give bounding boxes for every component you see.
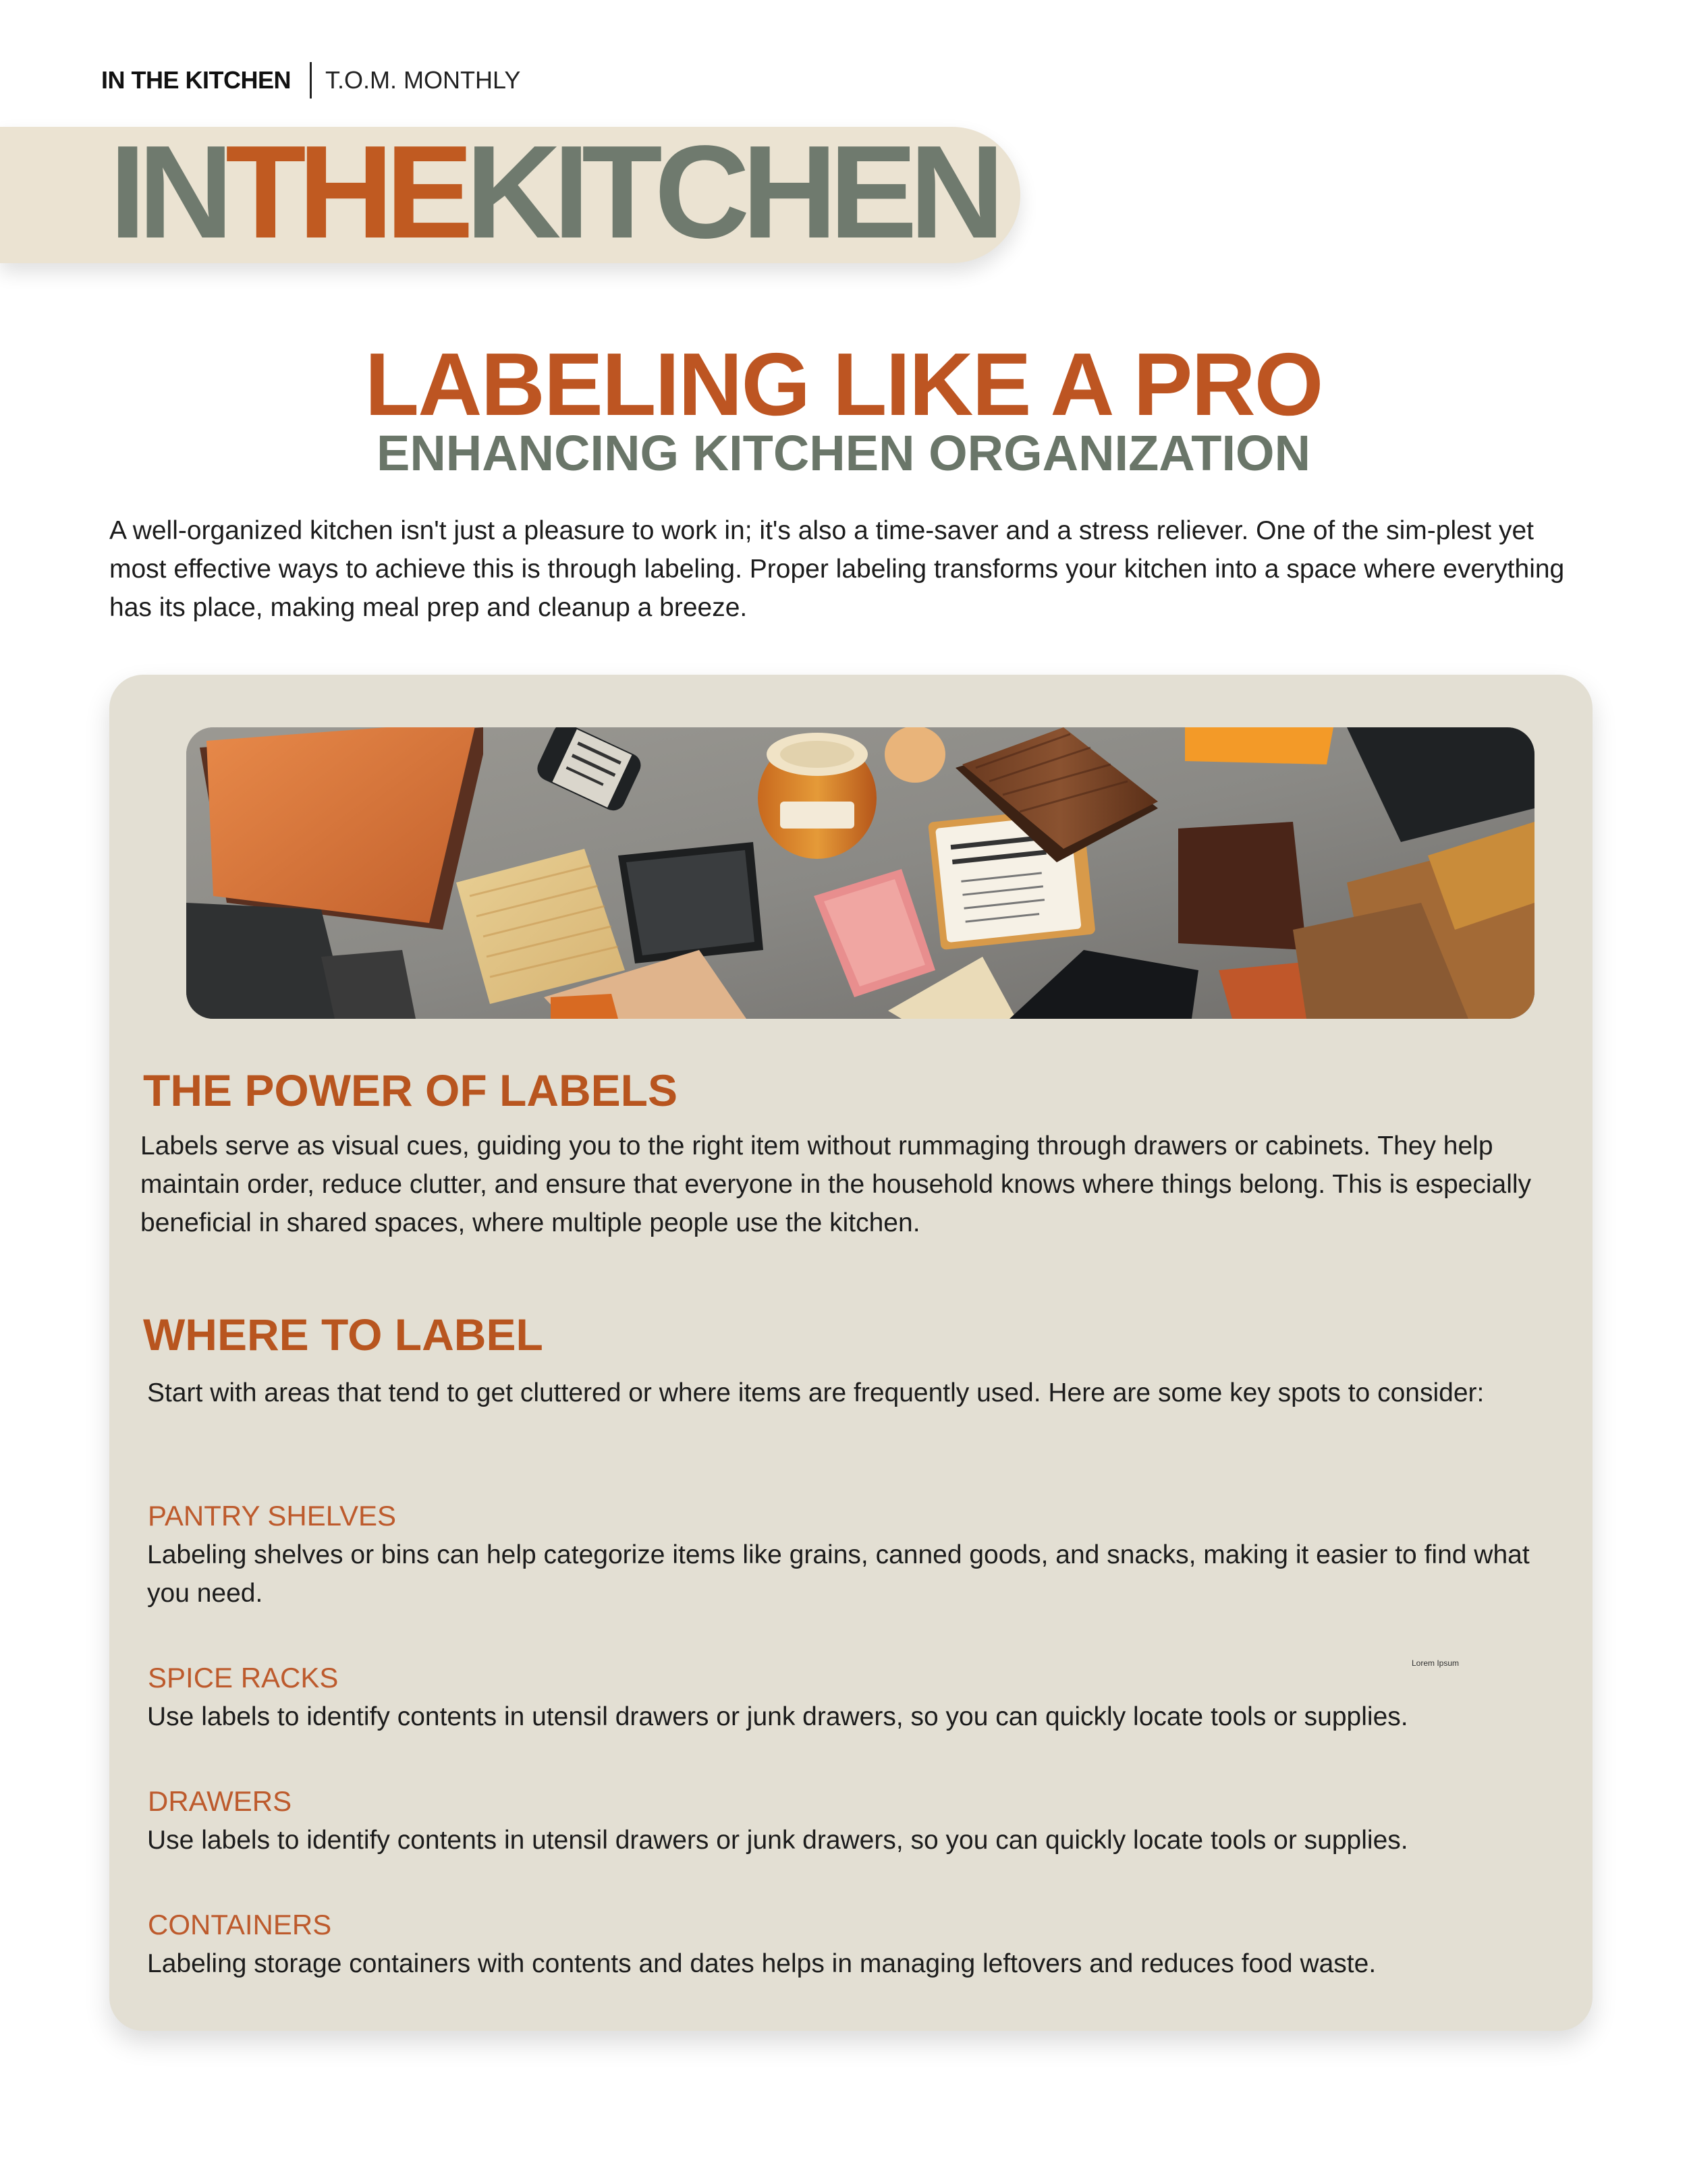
subheading-containers: CONTAINERS [148, 1909, 332, 1940]
heading-power-of-labels: THE POWER OF LABELS [143, 1065, 677, 1115]
paragraph-where-to-label: Start with areas that tend to get cluttered or where items are frequently used. Here are some key spots to consider: [147, 1378, 1485, 1407]
hero-illustration [186, 727, 1534, 1019]
article-title: LABELING LIKE A PRO [364, 335, 1323, 434]
paragraph-pantry-shelves: Labeling shelves or bins can help categorize items like grains, canned goods, and snacks, making it easier to find what you need. [147, 1540, 1530, 1608]
subheading-pantry-shelves: PANTRY SHELVES [148, 1500, 397, 1532]
kicker-divider [310, 62, 312, 99]
banner-title [109, 118, 997, 266]
paragraph-spice-racks: Use labels to identify contents in utensil drawers or junk drawers, so you can quickly locate tools or supplies. [147, 1702, 1408, 1731]
article-subtitle: ENHANCING KITCHEN ORGANIZATION [376, 425, 1311, 481]
publication-name: T.O.M. MONTHLY [325, 66, 521, 94]
subheading-drawers: DRAWERS [148, 1785, 292, 1817]
subheading-spice-racks: SPICE RACKS [148, 1662, 339, 1693]
paragraph-drawers: Use labels to identify contents in utensil drawers or junk drawers, so you can quickly locate tools or supplies. [147, 1826, 1408, 1855]
content-card [109, 675, 1593, 2031]
article-intro: A well-organized kitchen isn't just a pleasure to work in; it's also a time-saver and a stress reliever. One of the sim-plest yet most effective ways to achieve this is through labeling. Proper labeling transforms your kitchen into a space where everything has its place, making meal prep and cleanup a breeze. [109, 516, 1565, 622]
banner-title-kitchen: KITCHEN [466, 118, 997, 266]
banner-title-in: IN [109, 118, 225, 266]
hero-image-labels-flatlay [186, 727, 1534, 1019]
paragraph-power-of-labels: Labels serve as visual cues, guiding you to the right item without rummaging through drawers or cabinets. They help maintain order, reduce clutter, and ensure that everyone in the household knows where things belong. This is especially beneficial in shared spaces, where multiple people use the kitchen. [140, 1131, 1532, 1237]
section-name: IN THE KITCHEN [101, 66, 291, 94]
heading-where-to-label: WHERE TO LABEL [143, 1310, 543, 1360]
stray-placeholder-text: Lorem Ipsum [1412, 1658, 1460, 1668]
paragraph-containers: Labeling storage containers with contents and dates helps in managing leftovers and reduces food waste. [147, 1949, 1377, 1978]
section-kicker [101, 62, 520, 99]
banner-title-the: THE [225, 118, 466, 266]
